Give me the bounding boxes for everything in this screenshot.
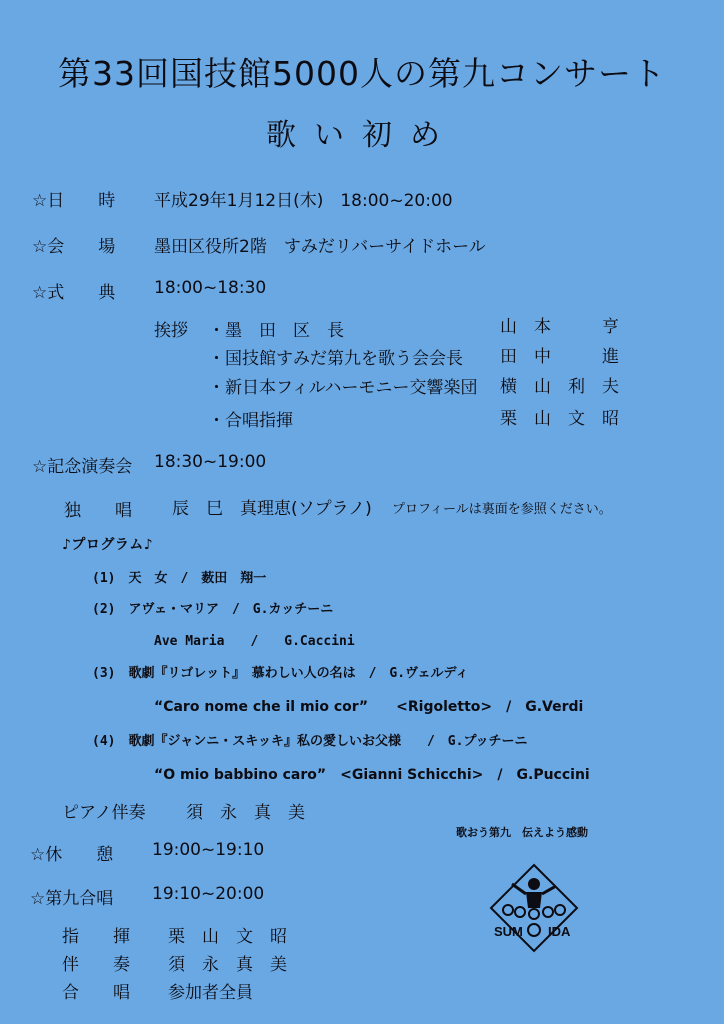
slogan: 歌おう第九 伝えよう感動 xyxy=(456,826,588,839)
pianist-name: 須 永 真 美 xyxy=(186,803,305,823)
program-heading: ♪プログラム♪ xyxy=(62,537,154,553)
solo-label: 独 唱 xyxy=(64,501,132,521)
soloist-name: 辰 巳 真理恵(ソプラノ) xyxy=(172,499,372,519)
greeting-role: ・国技館すみだ第九を歌う会会長 xyxy=(208,349,463,369)
date-label: ☆日 時 xyxy=(32,191,116,211)
greeting-name: 横 山 利 夫 xyxy=(500,377,619,397)
program-item-latin: “Caro nome che il mio cor” <Rigoletto> / G.Verdi xyxy=(154,699,584,715)
logo-text-left: SUM xyxy=(494,924,523,939)
greetings-heading: 挨拶 xyxy=(154,321,188,341)
ninth-time: 19:10~20:00 xyxy=(152,884,265,904)
ninth-label: ☆第九合唱 xyxy=(30,889,114,909)
ceremony-time: 18:00~18:30 xyxy=(154,278,267,298)
ceremony-label: ☆式 典 xyxy=(32,283,116,303)
ninth-person: 栗 山 文 昭 xyxy=(168,927,287,947)
greeting-role: ・新日本フィルハーモニー交響楽団 xyxy=(208,378,478,398)
greeting-role: ・合唱指揮 xyxy=(208,411,293,431)
intermission-label: ☆休 憩 xyxy=(30,845,114,865)
venue-label: ☆会 場 xyxy=(32,237,116,257)
sumida-logo-conductor-icon xyxy=(488,862,580,954)
program-item-latin: “O mio babbino caro” <Gianni Schicchi> / G.Puccini xyxy=(154,767,590,783)
concert-time: 18:30~19:00 xyxy=(154,452,267,472)
logo-text-right: IDA xyxy=(548,924,571,939)
program-item: (2) アヴェ・マリア / G.カッチーニ xyxy=(92,602,334,617)
page-subtitle: 歌い初め xyxy=(266,118,458,153)
intermission-time: 19:00~19:10 xyxy=(152,840,265,860)
ninth-role: 伴 奏 xyxy=(62,955,130,975)
greeting-name: 山 本 亨 xyxy=(500,317,619,337)
program-item-latin: Ave Maria / G.Caccini xyxy=(154,634,355,649)
program-item: (4) 歌劇『ジャンニ・スキッキ』私の愛しいお父様 / G.プッチーニ xyxy=(92,734,528,749)
ninth-person: 参加者全員 xyxy=(168,983,253,1003)
ninth-role: 合 唱 xyxy=(62,983,130,1003)
page-title: 第33回国技館5000人の第九コンサート xyxy=(58,54,666,93)
ninth-role: 指 揮 xyxy=(62,927,130,947)
date-value: 平成29年1月12日(木) 18:00~20:00 xyxy=(154,191,453,211)
profile-note: プロフィールは裏面を参照ください。 xyxy=(392,502,612,517)
program-item: (1) 天 女 / 薮田 翔一 xyxy=(92,571,267,586)
concert-label: ☆記念演奏会 xyxy=(32,457,133,477)
ninth-person: 須 永 真 美 xyxy=(168,955,287,975)
venue-value: 墨田区役所2階 すみだリバーサイドホール xyxy=(154,237,486,257)
greeting-name: 栗 山 文 昭 xyxy=(500,409,619,429)
piano-label: ピアノ伴奏 xyxy=(62,803,146,823)
greeting-name: 田 中 進 xyxy=(500,347,619,367)
program-item: (3) 歌劇『リゴレット』 慕わしい人の名は / G.ヴェルディ xyxy=(92,666,469,681)
greeting-role: ・墨 田 区 長 xyxy=(208,321,344,341)
